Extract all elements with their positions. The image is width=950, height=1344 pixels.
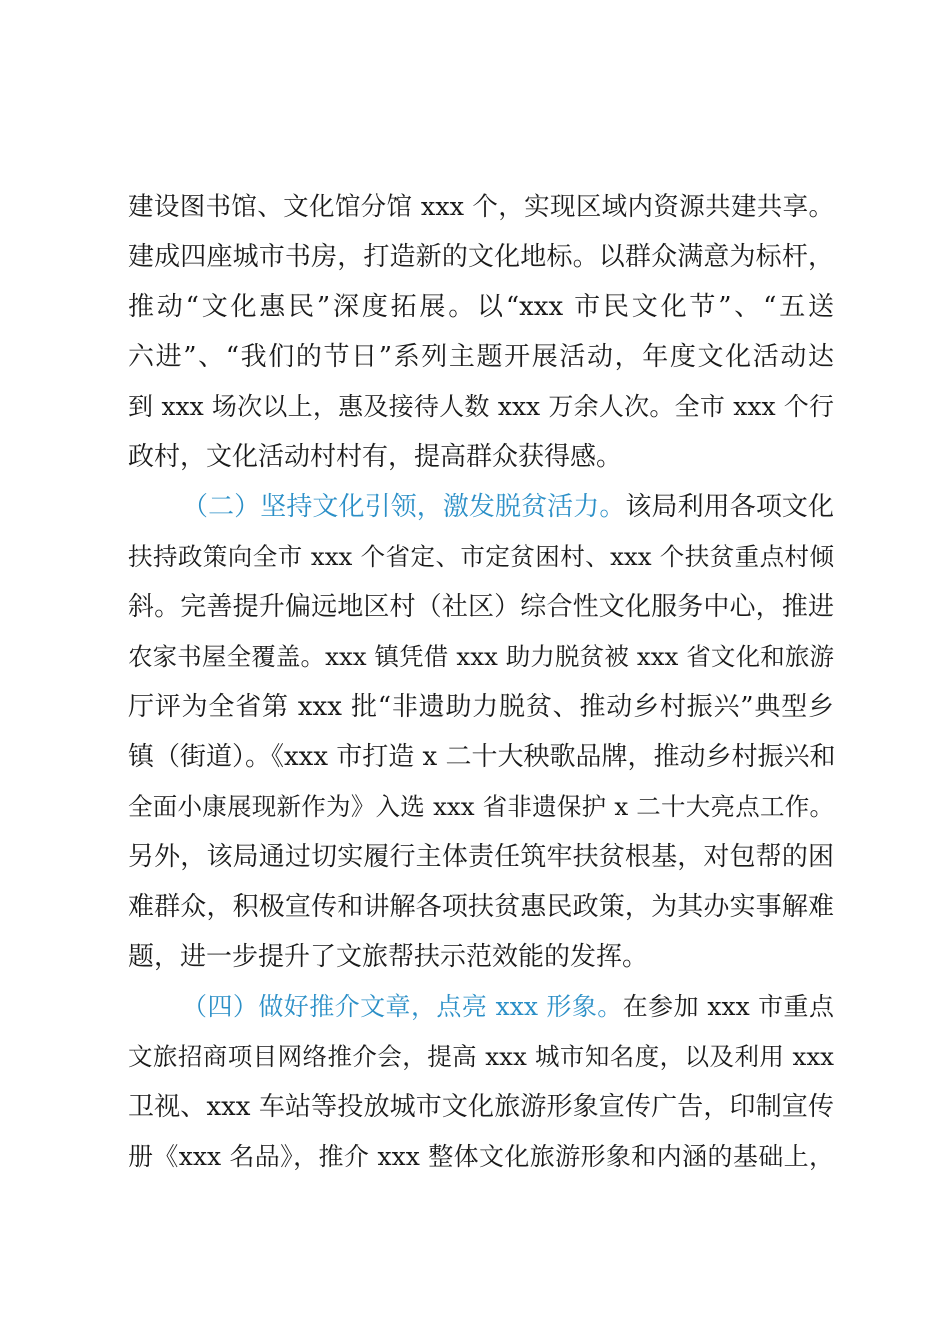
text-line: 六进”、“我们的节日”系列主题开展活动，年度文化活动达 (128, 342, 834, 372)
section-heading: （四）做好推介文章，点亮 xxx 形象。 (182, 992, 623, 1021)
text-line: 农家书屋全覆盖。xxx 镇凭借 xxx 助力脱贫被 xxx 省文化和旅游 (128, 642, 834, 671)
text-line-first (128, 982, 834, 1032)
text-line: 卫视、xxx 车站等投放城市文化旅游形象宣传广告，印制宣传 (128, 1092, 834, 1122)
text-line: 厅评为全省第 xxx 批“非遗助力脱贫、推动乡村振兴”典型乡 (128, 692, 834, 722)
text-line: 建设图书馆、文化馆分馆 xxx 个，实现区域内资源共建共享。 (128, 192, 834, 222)
section-heading: （二）坚持文化引领，激发脱贫活力。 (182, 492, 626, 522)
text-line: 难群众，积极宣传和讲解各项扶贫惠民政策，为其办实事解难 (128, 892, 834, 922)
text-line: 册《xxx 名品》，推介 xxx 整体文化旅游形象和内涵的基础上， (128, 1142, 834, 1171)
text-line: 文旅招商项目网络推介会，提高 xxx 城市知名度，以及利用 xxx (128, 1042, 834, 1071)
text-line: 推动“文化惠民”深度拓展。以“xxx 市民文化节”、“五送 (128, 292, 834, 322)
text-line: 全面小康展现新作为》入选 xxx 省非遗保护 x 二十大亮点工作。 (128, 792, 834, 821)
document-page (128, 182, 834, 1182)
paragraph-2 (128, 482, 834, 982)
text-line-first (128, 482, 834, 532)
text-line: 斜。完善提升偏远地区村（社区）综合性文化服务中心，推进 (128, 592, 834, 622)
paragraph-1 (128, 182, 834, 482)
text-line: 政村，文化活动村村有，提高群众获得感。 (128, 442, 623, 472)
text-line: 到 xxx 场次以上，惠及接待人数 xxx 万余人次。全市 xxx 个行 (128, 392, 834, 421)
text-line: 建成四座城市书房，打造新的文化地标。以群众满意为标杆， (128, 242, 834, 272)
paragraph-3 (128, 982, 834, 1182)
text-line: 扶持政策向全市 xxx 个省定、市定贫困村、xxx 个扶贫重点村倾 (128, 542, 834, 571)
text-run: 该局利用各项文化 (625, 492, 834, 522)
text-line: 镇（街道）。《xxx 市打造 x 二十大秧歌品牌，推动乡村振兴和 (128, 742, 836, 772)
text-line: 题，进一步提升了文旅帮扶示范效能的发挥。 (128, 942, 649, 972)
text-run: 在参加 xxx 市重点 (622, 992, 834, 1021)
text-line: 另外，该局通过切实履行主体责任筑牢扶贫根基，对包帮的困 (128, 842, 834, 872)
